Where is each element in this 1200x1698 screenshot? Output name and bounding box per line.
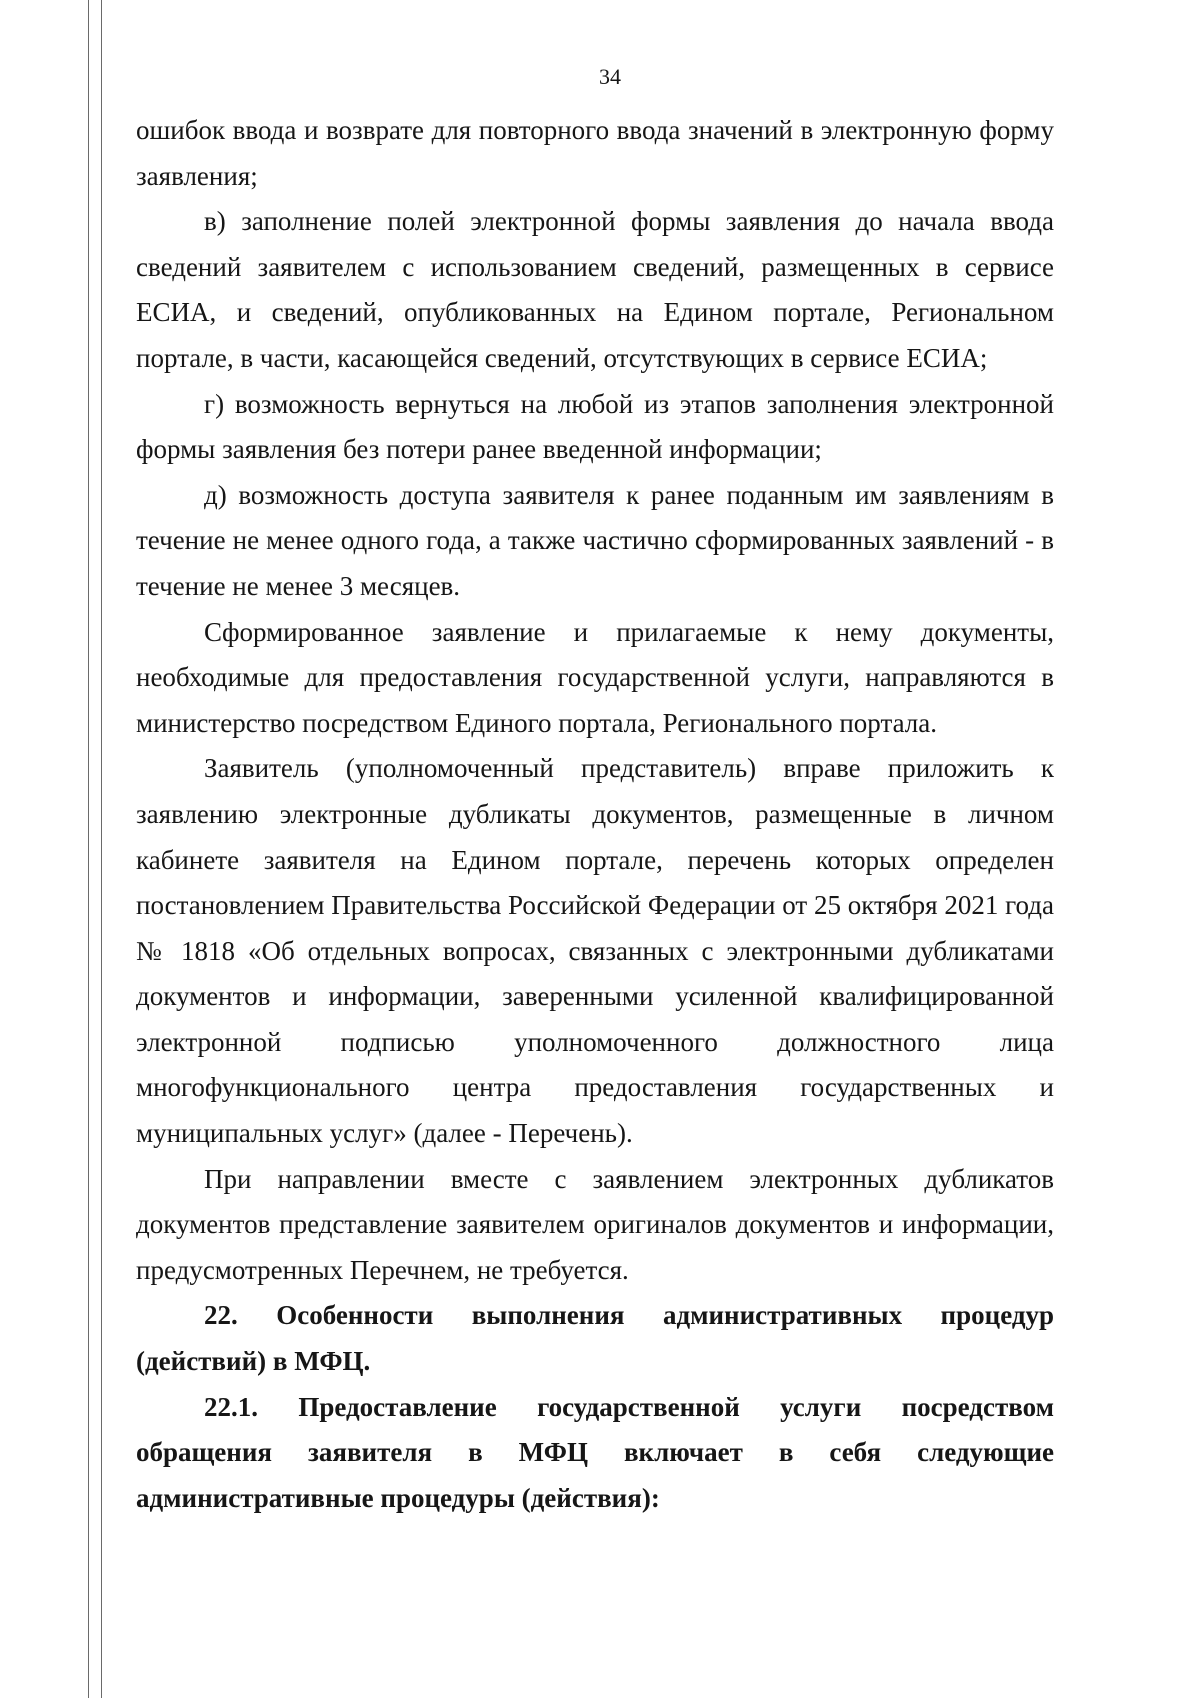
- paragraph-continuation: ошибок ввода и возврате для повторного ввода значений в электронную форму заявления;: [136, 115, 1054, 191]
- section-heading-22: 22. Особенности выполнения административных процедур (действий) в МФЦ.: [136, 1300, 1054, 1377]
- paragraph-originals: При направлении вместе с заявлением электронных дубликатов документов представление заявителем оригиналов документов и информации, предусмотренных Перечнем, не требуется.: [136, 1163, 1054, 1285]
- paragraph-duplicates: Заявитель (уполномоченный представитель) вправе приложить к заявлению электронные дубликаты документов, размещенные в личном кабинете заявителя на Едином портале, перечень которых определен постановлением Правительства Российской Федерации от 25 октября 2021 года № 1818 «Об отдельных вопросах, связанных с электронными дубликатами документов и информации, заверенными усиленной квалифицированной электронной подписью уполномоченного должностного лица многофункционального центра предоставления государственных и муниципальных услуг» (далее - Перечень).: [136, 753, 1054, 1149]
- list-item-d: д) возможность доступа заявителя к ранее поданным им заявлениям в течение не менее одного года, а также частично сформированных заявлений - в течение не менее 3 месяцев.: [136, 479, 1054, 601]
- paragraph-submission: Сформированное заявление и прилагаемые к нему документы, необходимые для предоставления государственной услуги, направляются в министерство посредством Единого портала, Регионального портала.: [136, 616, 1054, 738]
- document-body: [136, 108, 1054, 1521]
- binding-line-left: [88, 0, 89, 1698]
- list-item-v: в) заполнение полей электронной формы заявления до начала ввода сведений заявителем с использованием сведений, размещенных в сервисе ЕСИА, и сведений, опубликованных на Едином портале, Региональном портале, в части, касающейся сведений, отсутствующих в сервисе ЕСИА;: [136, 206, 1054, 373]
- subsection-heading-22-1: 22.1. Предоставление государственной услуги посредством обращения заявителя в МФЦ включает в себя следующие административные процедуры (действия):: [136, 1391, 1054, 1513]
- list-item-g: г) возможность вернуться на любой из этапов заполнения электронной формы заявления без потери ранее введенной информации;: [136, 388, 1054, 465]
- binding-line-right: [101, 0, 102, 1698]
- page-number: 34: [599, 64, 621, 89]
